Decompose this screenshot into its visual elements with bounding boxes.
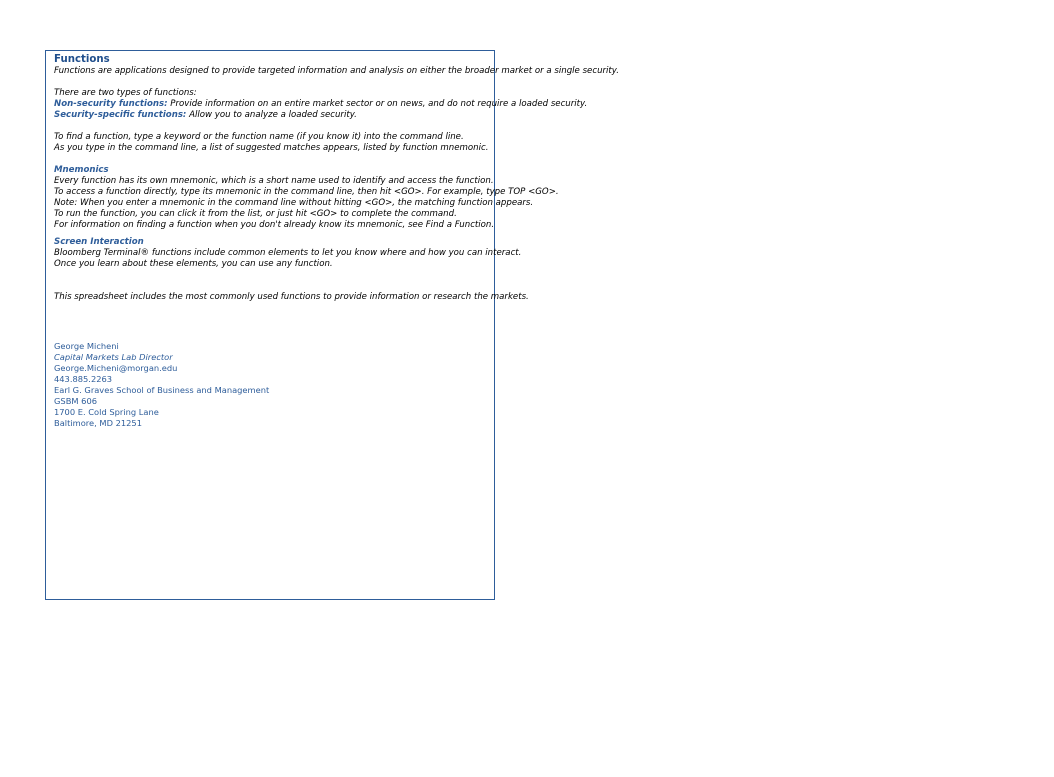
- contact-block: [54, 341, 1054, 429]
- spacer: [54, 77, 1054, 88]
- find-line: To find a function, type a keyword or the function name (if you know it) into the command line.: [54, 132, 464, 142]
- type-description: Provide information on an entire market sector or on news, and do not require a loaded security.: [167, 99, 588, 109]
- contact-email[interactable]: George.Micheni@morgan.edu: [54, 363, 178, 373]
- screen-interaction-line: Once you learn about these elements, you can use any function.: [54, 259, 333, 269]
- spacer: [54, 154, 1054, 165]
- mnemonics-heading: Mnemonics: [54, 165, 109, 175]
- screen-interaction-heading: Screen Interaction: [54, 237, 144, 247]
- spacer: [54, 314, 1054, 325]
- spacer: [54, 121, 1054, 132]
- contact-role: Capital Markets Lab Director: [54, 352, 173, 362]
- mnemonics-line: To run the function, you can click it from the list, or just hit <GO> to complete the command.: [54, 209, 457, 219]
- intro-text: Functions are applications designed to provide targeted information and analysis on either the broader market or a single security.: [54, 66, 619, 76]
- contact-phone: 443.885.2263: [54, 374, 113, 384]
- spreadsheet-note: This spreadsheet includes the most commonly used functions to provide information or research the markets.: [54, 292, 529, 302]
- spreadsheet-print-area: [45, 50, 619, 600]
- page-title: Functions: [54, 54, 110, 65]
- types-intro: There are two types of functions:: [54, 88, 197, 98]
- type-label: Security-specific functions:: [54, 110, 187, 120]
- mnemonics-line: For information on finding a function when you don't already know its mnemonic, see Find a Function.: [54, 220, 495, 230]
- spacer: [54, 303, 1054, 314]
- spacer: [54, 270, 1054, 281]
- type-non-security: [54, 99, 1054, 110]
- contact-school: Earl G. Graves School of Business and Management: [54, 385, 270, 395]
- functions-guide-content: [54, 53, 1054, 429]
- spacer: [54, 281, 1054, 292]
- screen-interaction-line: Bloomberg Terminal® functions include common elements to let you know where and how you can interact.: [54, 248, 522, 258]
- contact-room: GSBM 606: [54, 396, 98, 406]
- mnemonics-line: Every function has its own mnemonic, which is a short name used to identify and access the function.: [54, 176, 494, 186]
- mnemonics-line: Note: When you enter a mnemonic in the command line without hitting <GO>, the matching function appears.: [54, 198, 534, 208]
- contact-city: Baltimore, MD 21251: [54, 418, 142, 428]
- type-security-specific: [54, 110, 1054, 121]
- spacer: [54, 325, 1054, 336]
- find-line: As you type in the command line, a list of suggested matches appears, listed by function mnemonic.: [54, 143, 489, 153]
- contact-name: George Micheni: [54, 341, 119, 351]
- type-label: Non-security functions:: [54, 99, 168, 109]
- contact-street: 1700 E. Cold Spring Lane: [54, 407, 159, 417]
- mnemonics-line: To access a function directly, type its mnemonic in the command line, then hit <GO>. For example, type TOP <GO>.: [54, 187, 559, 197]
- type-description: Allow you to analyze a loaded security.: [186, 110, 357, 120]
